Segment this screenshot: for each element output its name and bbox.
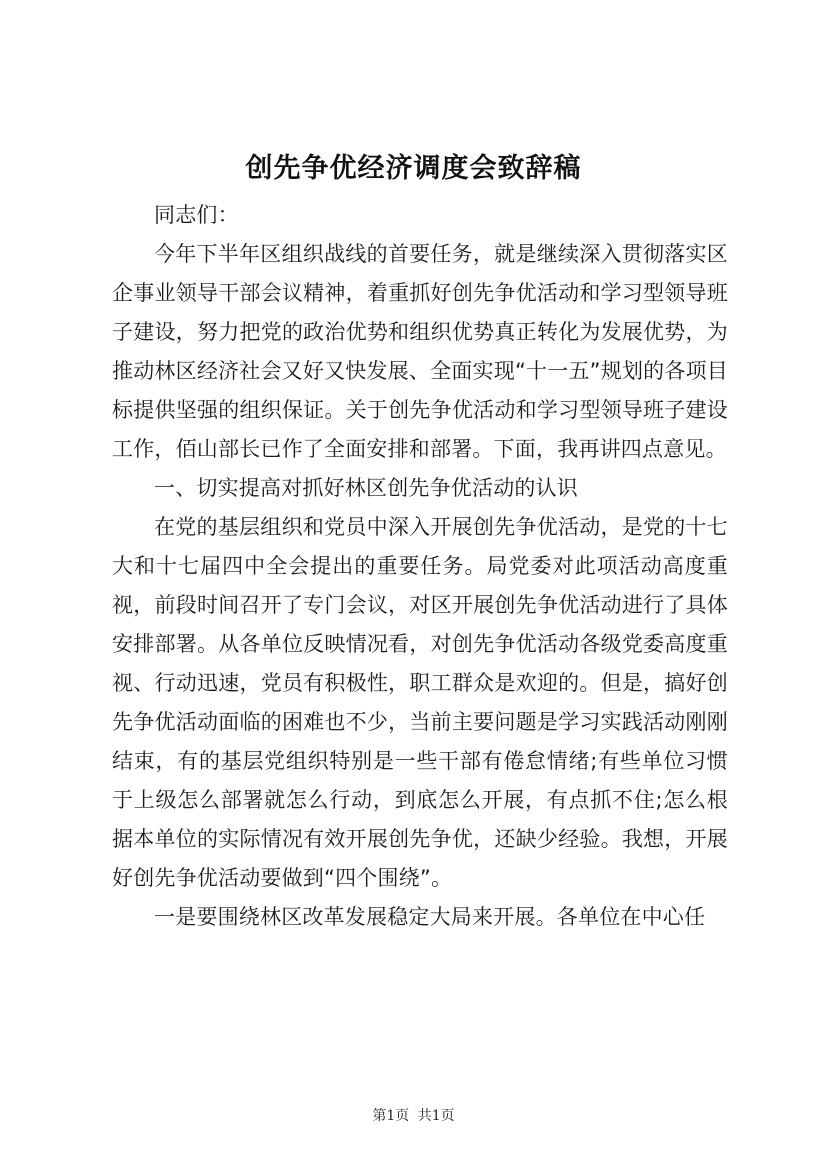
paragraph-intro: 今年下半年区组织战线的首要任务，就是继续深入贯彻落实区企事业领导干部会议精神，着重抓好创先争优活动和学习型领导班子建设，努力把党的政治优势和组织优势真正转化为发展优势，为推动林区经济社会又好又快发展、全面实现“十一五”规划的各项目标提供坚强的组织保证。关于创先争优活动和学习型领导班子建设工作，佰山部长已作了全面安排和部署。下面，我再讲四点意见。 [112,242,728,461]
document-title: 创先争优经济调度会致辞稿 [245,153,582,184]
section-heading-1: 一、切实提高对抓好林区创先争优活动的认识 [154,476,578,500]
document-body [112,196,728,937]
page-total: 共1页 [417,1108,455,1124]
paragraph-section-1: 在党的基层组织和党员中深入开展创先争优活动，是党的十七大和十七届四中全会提出的重要任务。局党委对此项活动高度重视，前段时间召开了专门会议，对区开展创先争优活动进行了具体安排部署。从各单位反映情况看，对创先争优活动各级党委高度重视、行动迅速，党员有积极性，职工群众是欢迎的。但是，搞好创先争优活动面临的困难也不少，当前主要问题是学习实践活动刚刚结束，有的基层党组织特别是一些干部有倦怠情绪;有些单位习惯于上级怎么部署就怎么行动，到底怎么开展，有点抓不住;怎么根据本单位的实际情况有效开展创先争优，还缺少经验。我想，开展好创先争优活动要做到“四个围绕”。 [112,515,728,890]
salutation: 同志们： [154,203,239,227]
page-number: 第1页 [372,1108,410,1124]
paragraph-point-1: 一是要围绕林区改革发展稳定大局来开展。各单位在中心任 [154,905,706,929]
page-footer [0,1105,827,1125]
